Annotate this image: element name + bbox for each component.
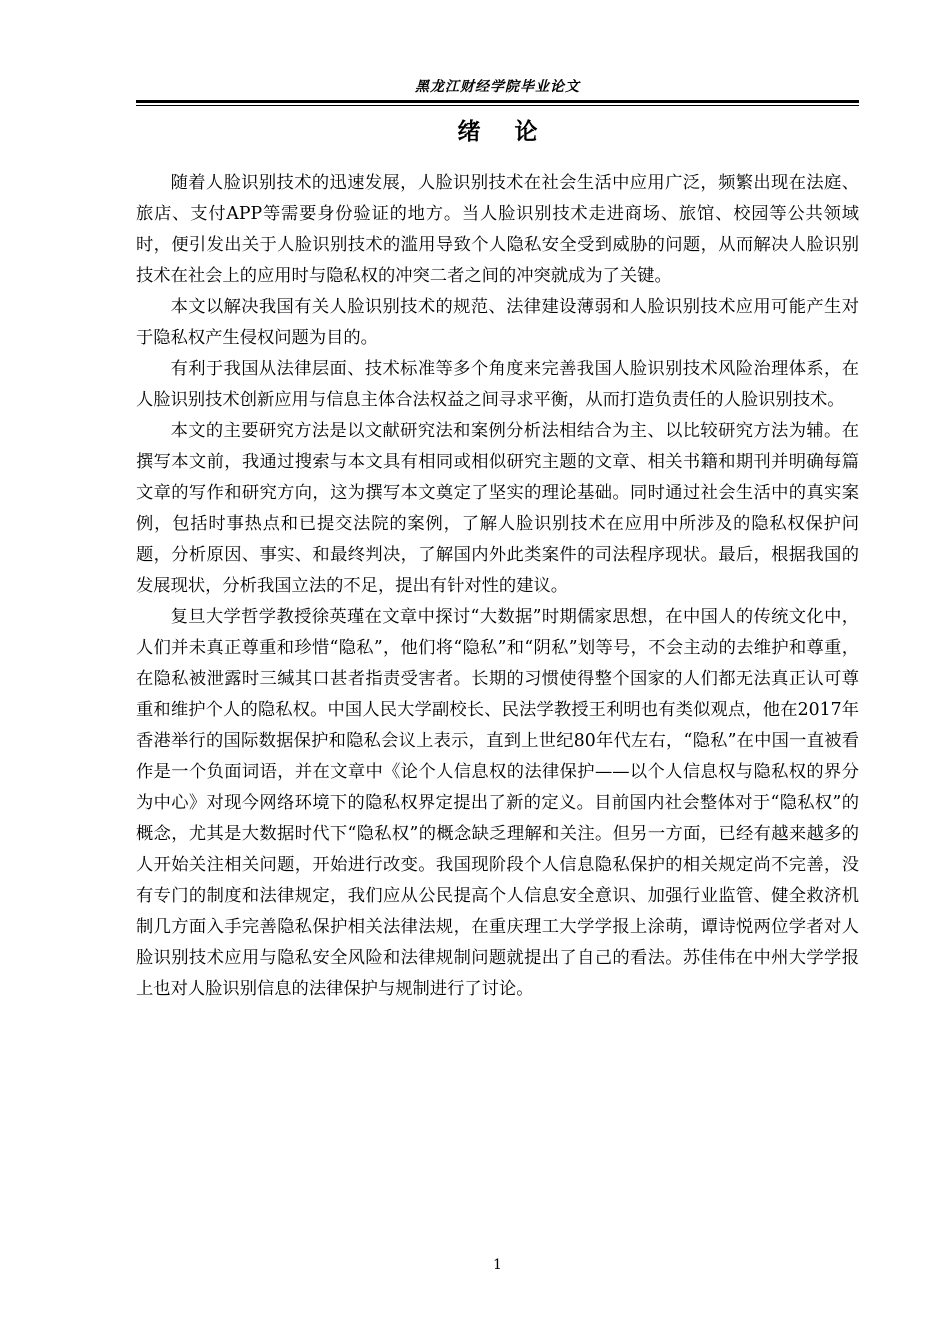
header-rule-thin <box>136 105 859 106</box>
paragraph: 随着人脸识别技术的迅速发展，人脸识别技术在社会生活中应用广泛，频繁出现在法庭、旅店、支付APP等需要身份验证的地方。当人脸识别技术走进商场、旅馆、校园等公共领域时，便引发出关于人脸识别技术的滥用导致个人隐私安全受到威胁的问题，从而解决人脸识别技术在社会上的应用时与隐私权的冲突二者之间的冲突就成为了关键。 <box>136 173 859 286</box>
paragraph: 复旦大学哲学教授徐英瑾在文章中探讨“大数据”时期儒家思想，在中国人的传统文化中，人们并未真正尊重和珍惜“隐私”，他们将“隐私”和“阴私”划等号，不会主动的去维护和尊重，在隐私被泄露时三缄其口甚者指责受害者。长期的习惯使得整个国家的人们都无法真正认可尊重和维护个人的隐私权。中国人民大学副校长、民法学教授王利明也有类似观点，他在2017年香港举行的国际数据保护和隐私会议上表示，直到上世纪80年代左右，“隐私”在中国一直被看作是一个负面词语，并在文章中《论个人信息权的法律保护——以个人信息权与隐私权的界分为中心》对现今网络环境下的隐私权界定提出了新的定义。目前国内社会整体对于“隐私权”的概念，尤其是大数据时代下“隐私权”的概念缺乏理解和关注。但另一方面，已经有越来越多的人开始关注相关问题，开始进行改变。我国现阶段个人信息隐私保护的相关规定尚不完善，没有专门的制度和法律规定，我们应从公民提高个人信息安全意识、加强行业监管、健全救济机制几方面入手完善隐私保护相关法律法规，在重庆理工大学学报上涂萌，谭诗悦两位学者对人脸识别技术应用与隐私安全风险和法律规制问题就提出了自己的看法。苏佳伟在中州大学学报上也对人脸识别信息的法律保护与规制进行了讨论。 <box>136 607 859 999</box>
chapter-title: 绪论 <box>457 119 572 145</box>
body-text <box>136 168 859 1005</box>
paragraph: 本文的主要研究方法是以文献研究法和案例分析法相结合为主、以比较研究方法为辅。在撰写本文前，我通过搜索与本文具有相同或相似研究主题的文章、相关书籍和期刊并明确每篇文章的写作和研究方向，这为撰写本文奠定了坚实的理论基础。同时通过社会生活中的真实案例，包括时事热点和已提交法院的案例，了解人脸识别技术在应用中所涉及的隐私权保护问题，分析原因、事实、和最终判决，了解国内外此类案件的司法程序现状。最后，根据我国的发展现状，分析我国立法的不足，提出有针对性的建议。 <box>136 421 859 596</box>
header-rule-thick <box>136 100 859 103</box>
paragraph: 本文以解决我国有关人脸识别技术的规范、法律建设薄弱和人脸识别技术应用可能产生对于隐私权产生侵权问题为目的。 <box>136 297 859 348</box>
paragraph: 有利于我国从法律层面、技术标准等多个角度来完善我国人脸识别技术风险治理体系，在人脸识别技术创新应用与信息主体合法权益之间寻求平衡，从而打造负责任的人脸识别技术。 <box>136 359 859 410</box>
running-header: 黑龙江财经学院毕业论文 <box>415 79 580 95</box>
page-number: 1 <box>493 1257 502 1273</box>
